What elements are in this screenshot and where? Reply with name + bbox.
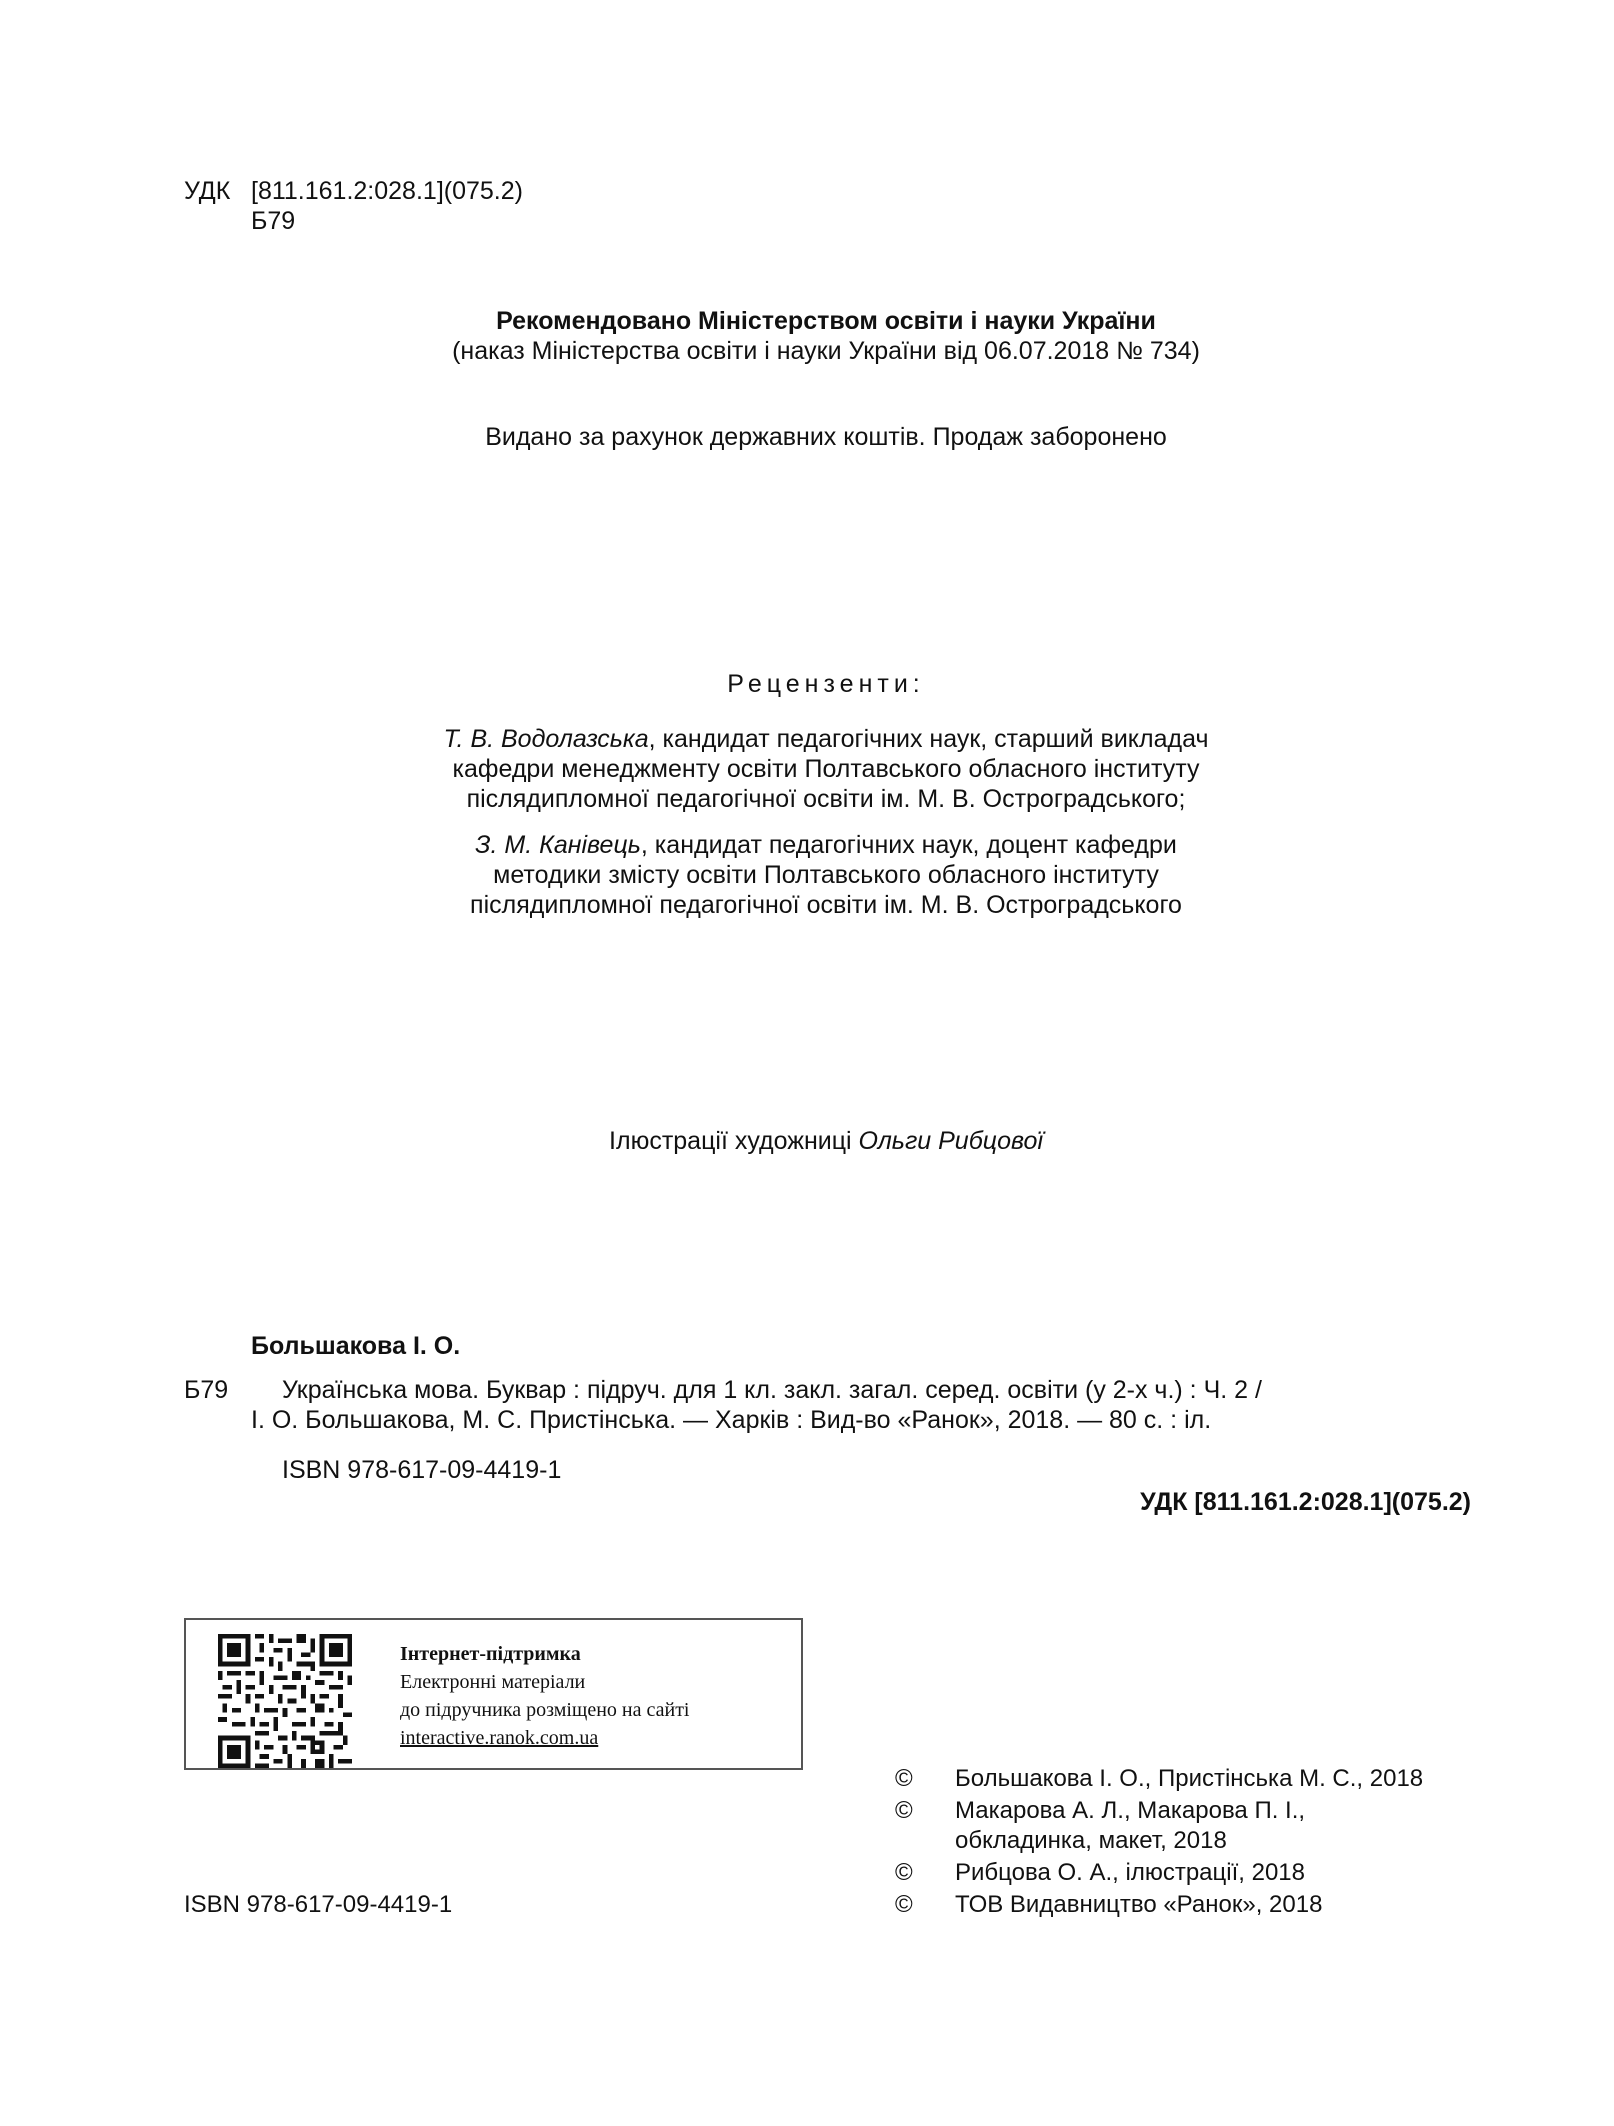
internet-support-box: [184, 1618, 803, 1770]
copyright-icon: ©: [895, 1765, 913, 1792]
udk-label: УДК: [184, 177, 231, 205]
copyright-row-2: [895, 1796, 1305, 1826]
approval-title: Рекомендовано Міністерством освіти і науки України: [496, 307, 1156, 335]
reviewer-2-line-3: післядипломної педагогічної освіти ім. М. В. Остроградського: [470, 891, 1182, 919]
reviewer-1-credentials: , кандидат педагогічних наук, старший викладач: [648, 725, 1209, 753]
catalog-udk: УДК [811.161.2:028.1](075.2): [1140, 1488, 1471, 1516]
reviewer-2-credentials: , кандидат педагогічних наук, доцент кафедри: [640, 831, 1177, 859]
author-mark: Б79: [251, 207, 296, 235]
reviewer-1-name: Т. В. Водолазська: [443, 725, 649, 753]
approval-order: (наказ Міністерства освіти і науки України від 06.07.2018 № 734): [452, 337, 1200, 365]
illustrations-artist: Ольги Рибцової: [858, 1127, 1043, 1155]
support-title: Інтернет-підтримка: [400, 1643, 581, 1665]
illustrations-prefix: Ілюстрації художниці: [609, 1127, 859, 1155]
copyright-text: Большакова І. О., Пристінська М. С., 2018: [955, 1765, 1424, 1792]
support-line-2: до підручника розміщено на сайті: [400, 1699, 690, 1721]
catalog-line-1: Українська мова. Буквар : підруч. для 1 кл. закл. загал. серед. освіти (у 2-х ч.) : Ч. 2 /: [282, 1376, 1262, 1404]
copyright-text: Рибцова О. А., ілюстрації, 2018: [955, 1859, 1305, 1886]
reviewer-1-line-2: кафедри менеджменту освіти Полтавського обласного інституту: [452, 755, 1200, 783]
copyright-icon: ©: [895, 1859, 913, 1886]
internet-support-text: [400, 1640, 690, 1752]
catalog-mark: Б79: [184, 1376, 229, 1404]
reviewers-heading: Рецензенти:: [727, 670, 925, 698]
copyright-row-2-cont: обкладинка, макет, 2018: [955, 1827, 1227, 1854]
copyright-row-1: [895, 1764, 1423, 1794]
copyright-icon: ©: [895, 1891, 913, 1918]
copyright-row-3: [895, 1858, 1305, 1888]
support-site-link[interactable]: interactive.ranok.com.ua: [400, 1727, 599, 1749]
support-line-1: Електронні матеріали: [400, 1671, 586, 1693]
udk-code: [811.161.2:028.1](075.2): [251, 177, 523, 205]
copyright-icon: ©: [895, 1797, 913, 1824]
copyright-text: Макарова А. Л., Макарова П. І.,: [955, 1797, 1306, 1824]
copyright-row-4: [895, 1890, 1322, 1920]
copyright-text: ТОВ Видавництво «Ранок», 2018: [955, 1891, 1323, 1918]
reviewer-1-line-1: [0, 724, 1614, 755]
funding-note: Видано за рахунок державних коштів. Продаж заборонено: [485, 423, 1167, 451]
reviewer-2-line-1: [0, 830, 1614, 861]
reviewer-2-line-2: методики змісту освіти Полтавського обласного інституту: [493, 861, 1159, 889]
reviewer-2-name: З. М. Канівець: [475, 831, 641, 859]
catalog-isbn: ISBN 978-617-09-4419-1: [282, 1456, 562, 1484]
illustrations-credit: [0, 1126, 1614, 1157]
qr-code-icon: [218, 1634, 352, 1768]
footer-isbn: ISBN 978-617-09-4419-1: [184, 1891, 453, 1918]
catalog-author: Большакова І. О.: [251, 1332, 461, 1360]
reviewer-1-line-3: післядипломної педагогічної освіти ім. М. В. Остроградського;: [466, 785, 1186, 813]
catalog-line-2: І. О. Большакова, М. С. Пристінська. — Харків : Вид-во «Ранок», 2018. — 80 с. : іл.: [251, 1406, 1212, 1434]
